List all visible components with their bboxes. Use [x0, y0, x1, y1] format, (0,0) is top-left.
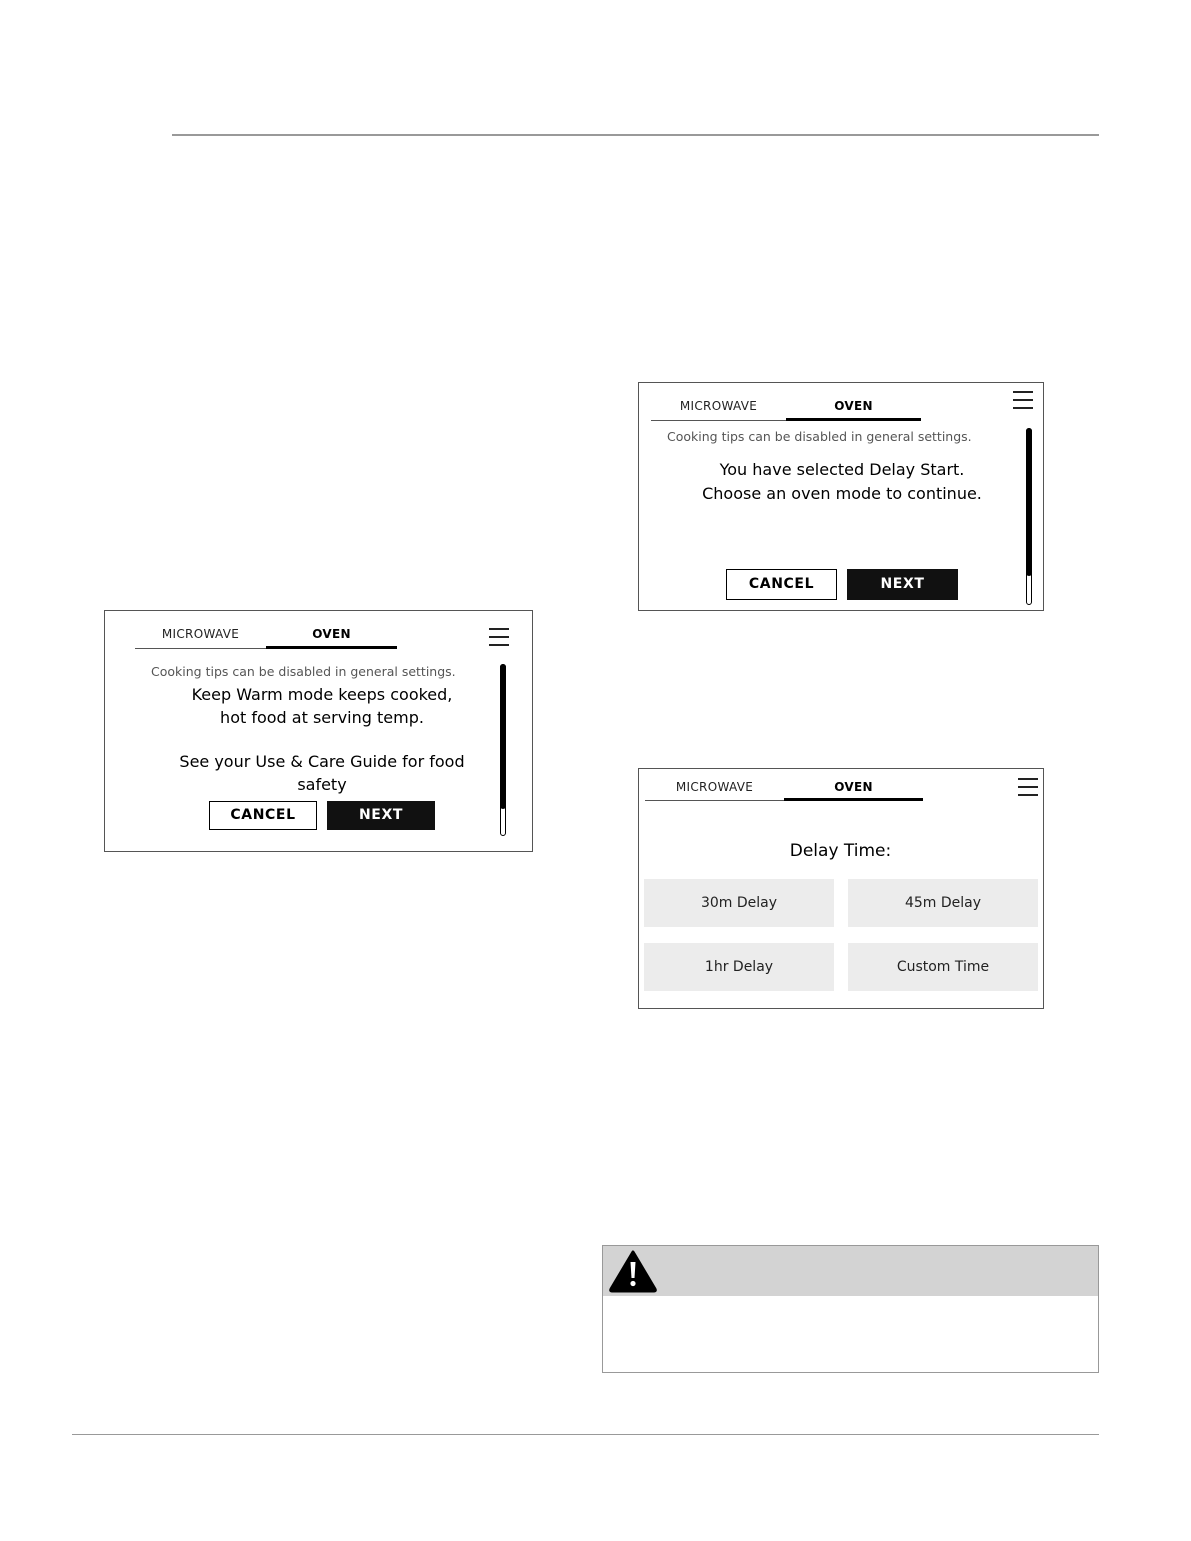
scrollbar[interactable]	[500, 664, 506, 836]
hamburger-menu-icon[interactable]	[1018, 778, 1038, 796]
mode-tabs	[651, 383, 921, 423]
keep-warm-screen	[104, 610, 533, 852]
cancel-button[interactable]: CANCEL	[726, 569, 837, 600]
header-rule	[172, 134, 1099, 136]
warning-box	[602, 1245, 1099, 1373]
message-line: See your Use & Care Guide for food	[179, 752, 465, 771]
footer-rule	[72, 1434, 1099, 1435]
warning-triangle-icon	[608, 1249, 658, 1293]
mode-tabs	[135, 611, 397, 651]
next-button[interactable]: NEXT	[327, 801, 435, 830]
cancel-button[interactable]: CANCEL	[209, 801, 317, 830]
delay-time-screen	[638, 768, 1044, 1009]
delay-45m-button[interactable]: 45m Delay	[848, 879, 1038, 927]
keep-warm-message	[145, 683, 499, 796]
tab-microwave[interactable]: MICROWAVE	[161, 627, 240, 641]
message-line: Keep Warm mode keeps cooked,	[191, 685, 453, 704]
scrollbar-thumb[interactable]	[500, 664, 506, 809]
tab-microwave[interactable]: MICROWAVE	[679, 399, 758, 413]
tab-oven[interactable]: OVEN	[834, 399, 873, 413]
custom-time-button[interactable]: Custom Time	[848, 943, 1038, 991]
cooking-tip-text: Cooking tips can be disabled in general settings.	[667, 429, 972, 444]
cooking-tip-text: Cooking tips can be disabled in general settings.	[151, 664, 456, 679]
message-line: safety	[297, 775, 347, 794]
scrollbar[interactable]	[1026, 428, 1032, 605]
next-button[interactable]: NEXT	[847, 569, 958, 600]
delay-30m-button[interactable]: 30m Delay	[644, 879, 834, 927]
message-line: You have selected Delay Start.	[719, 460, 965, 479]
tab-oven[interactable]: OVEN	[312, 627, 351, 641]
delay-1hr-button[interactable]: 1hr Delay	[644, 943, 834, 991]
mode-tabs	[645, 769, 923, 809]
delay-start-screen	[638, 382, 1044, 611]
delay-time-heading: Delay Time:	[789, 841, 892, 861]
hamburger-menu-icon[interactable]	[1013, 391, 1033, 409]
message-spacer	[145, 729, 499, 750]
message-line: hot food at serving temp.	[220, 708, 424, 727]
hamburger-menu-icon[interactable]	[489, 628, 509, 646]
delay-start-message	[657, 458, 1027, 506]
warning-header	[603, 1246, 1098, 1296]
tab-active-indicator	[786, 418, 921, 421]
tab-active-indicator	[784, 798, 923, 801]
message-line: Choose an oven mode to continue.	[702, 484, 982, 503]
tab-active-indicator	[266, 646, 397, 649]
tab-microwave[interactable]: MICROWAVE	[675, 780, 754, 794]
scrollbar-thumb[interactable]	[1026, 428, 1032, 576]
tab-oven[interactable]: OVEN	[834, 780, 873, 794]
